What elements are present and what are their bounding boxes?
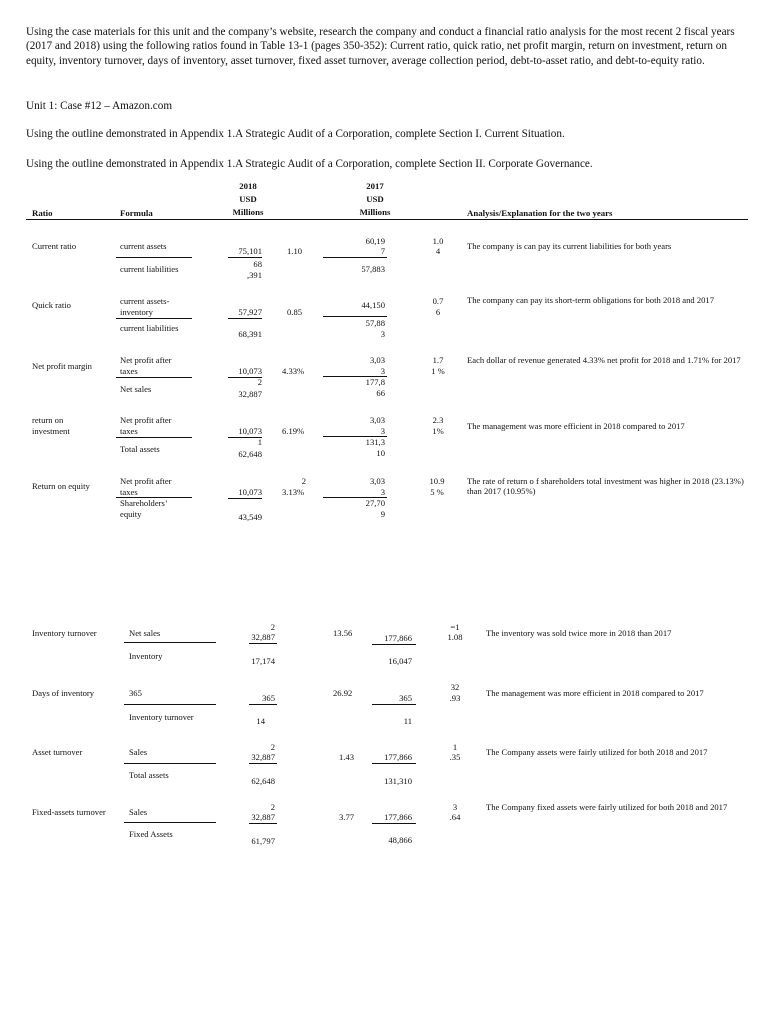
ratio-2017-b: .64 <box>449 812 461 822</box>
ratio-2018: 26.92 <box>333 688 353 698</box>
fraction-rule-2017 <box>323 316 387 317</box>
denominator-2017-b: 9 <box>380 509 385 519</box>
numerator-2017-a: 3,03 <box>369 355 385 365</box>
analysis-text: The company is can pay its current liabilities for both years <box>467 241 672 251</box>
numerator-label: current assets <box>120 241 167 251</box>
analysis-text: The management was more efficient in 2018 compared to 2017 <box>486 688 704 698</box>
numerator-2018: 57,927 <box>238 307 262 317</box>
denominator-2018: 61,797 <box>251 836 275 846</box>
formula-rule <box>124 704 216 705</box>
denominator-2018-b: 32,887 <box>238 389 262 399</box>
ratio-name-b: investment <box>32 426 70 436</box>
ratio-2018: 0.85 <box>287 307 303 317</box>
ratio-2018: 3.77 <box>339 812 355 822</box>
ratio-2017-b: 1 % <box>431 366 445 376</box>
analysis-text: The Company fixed assets were fairly utilized for both 2018 and 2017 <box>486 802 728 812</box>
analysis-text: The company can pay its short-term obligations for both 2018 and 2017 <box>467 295 715 305</box>
numerator-2018-b: 32,887 <box>251 632 275 642</box>
header-2017-currency: USD <box>366 194 384 204</box>
ratio-2017-a: 1.7 <box>432 355 444 365</box>
formula-rule <box>124 822 216 823</box>
denominator-2018: 14 <box>256 716 265 726</box>
fraction-rule-2018 <box>249 823 277 824</box>
denominator-label-a: Shareholders’ <box>120 498 168 508</box>
fraction-rule-2017 <box>372 823 416 824</box>
numerator-2017-a: 60,19 <box>365 236 385 246</box>
ratio-name: Return on equity <box>32 481 90 491</box>
ratio-name: Inventory turnover <box>32 628 97 638</box>
denominator-label: Fixed Assets <box>129 829 173 839</box>
analysis-text: The rate of return o f shareholders total investment was higher in 2018 (23.13%) than 2017 (10.95%) <box>467 476 744 496</box>
intro-paragraph: Using the case materials for this unit and the company’s website, research the company and conduct a financial ratio analysis for the most recent 2 fiscal years (2017 and 2018) using the following ratios found in Table 13-1 (pages 350-352): Current ratio, quick ratio, net profit margin, return on investment, return on equity, inventory turnover, days of inventory, asset turnover, fixed asset turnover, average collection period, debt-to-asset ratio, and debt-to-equity ratio. <box>26 26 735 67</box>
denominator-2017-b: 10 <box>376 448 385 458</box>
formula-rule <box>124 642 216 643</box>
denominator-2017-a: 131,3 <box>365 437 385 447</box>
numerator-label-a: Net profit after <box>120 355 172 365</box>
numerator-label: Sales <box>129 807 148 817</box>
ratio-2017-a: 32 <box>450 682 460 692</box>
denominator-label: Inventory <box>129 651 163 661</box>
header-formula: Formula <box>120 208 153 218</box>
numerator-2018-b: 32,887 <box>251 812 275 822</box>
denominator-2018: 43,549 <box>238 512 262 522</box>
numerator-2017-a: 3,03 <box>369 476 385 486</box>
ratio-2017-a: 1.0 <box>432 236 444 246</box>
denominator-2018: 17,174 <box>251 656 275 666</box>
denominator-2017-a: 177,8 <box>365 377 385 387</box>
denominator-label: Inventory turnover <box>129 712 194 722</box>
numerator-label-b: taxes <box>120 366 138 376</box>
fraction-rule-2017 <box>323 257 387 258</box>
denominator-2018-a: 1 <box>257 437 262 447</box>
ratio-2017-b: 5 % <box>430 487 444 497</box>
numerator-2017-b: 3 <box>380 426 385 436</box>
analysis-text: The management was more efficient in 2018 compared to 2017 <box>467 421 685 431</box>
denominator-label-b: equity <box>120 509 142 519</box>
ratio-name: Net profit margin <box>32 361 92 371</box>
denominator-label: Total assets <box>129 770 169 780</box>
numerator-label-b: inventory <box>120 307 153 317</box>
ratio-2018: 1.10 <box>287 246 303 256</box>
analysis-text: The inventory was sold twice more in 2018 than 2017 <box>486 628 672 638</box>
numerator-label-a: Net profit after <box>120 476 172 486</box>
ratio-2018: 13.56 <box>333 628 353 638</box>
ratio-2017-b: 6 <box>435 307 441 317</box>
denominator-2017-b: 66 <box>376 388 385 398</box>
header-2018-year: 2018 <box>239 181 257 191</box>
numerator-2018: 365 <box>262 693 275 703</box>
formula-rule <box>116 437 192 438</box>
ratio-2017-a: 3 <box>452 802 458 812</box>
fraction-rule-2017 <box>372 763 416 764</box>
denominator-2017-b: 3 <box>380 329 385 339</box>
fraction-rule-2018 <box>228 257 262 258</box>
fraction-rule-2018 <box>249 643 277 644</box>
header-ratio: Ratio <box>32 208 53 218</box>
numerator-2018-a: 2 <box>270 742 275 752</box>
fraction-rule-2018 <box>249 704 277 705</box>
header-2018-currency: USD <box>239 194 257 204</box>
ratio-name: Fixed-assets turnover <box>32 807 106 817</box>
numerator-2017: 177,866 <box>384 812 412 822</box>
denominator-label: Total assets <box>120 444 160 454</box>
ratio-2017-b: 1.08 <box>447 632 463 642</box>
numerator-label-b: taxes <box>120 487 138 497</box>
denominator-label: current liabilities <box>120 323 179 333</box>
ratio-name: Days of inventory <box>32 688 95 698</box>
ratio-2018-a: 2 <box>301 476 306 486</box>
numerator-2017-b: 3 <box>380 366 385 376</box>
numerator-2018: 10,073 <box>238 366 262 376</box>
case-title: Unit 1: Case #12 – Amazon.com <box>26 100 173 112</box>
header-rule <box>26 219 748 220</box>
fraction-rule-2017 <box>372 644 416 645</box>
denominator-2018: 68,391 <box>238 329 262 339</box>
header-2018-unit: Millions <box>232 207 264 217</box>
denominator-2018-a: 2 <box>257 377 262 387</box>
formula-rule <box>124 763 216 764</box>
denominator-2017: 57,883 <box>361 264 385 274</box>
denominator-label: current liabilities <box>120 264 179 274</box>
ratio-2018: 4.33% <box>282 366 305 376</box>
denominator-2017: 11 <box>403 716 412 726</box>
denominator-2018-a: 68 <box>253 259 262 269</box>
denominator-label: Net sales <box>120 384 152 394</box>
ratio-2017-a: =1 <box>450 622 460 632</box>
numerator-label: 365 <box>129 688 142 698</box>
header-2017-year: 2017 <box>366 181 384 191</box>
denominator-2017-a: 57,88 <box>365 318 385 328</box>
header-analysis: Analysis/Explanation for the two years <box>467 208 613 218</box>
denominator-2017: 16,047 <box>388 656 412 666</box>
numerator-2018: 75,101 <box>238 246 262 256</box>
numerator-2018-a: 2 <box>270 622 275 632</box>
numerator-2017: 177,866 <box>384 752 412 762</box>
header-2017-unit: Millions <box>359 207 391 217</box>
ratio-2017-a: 2.3 <box>432 415 444 425</box>
numerator-label-b: taxes <box>120 426 138 436</box>
numerator-2018-a: 2 <box>270 802 275 812</box>
ratio-2017-a: 1 <box>452 742 458 752</box>
analysis-text: The Company assets were fairly utilized for both 2018 and 2017 <box>486 747 708 757</box>
fraction-rule-2017 <box>372 704 416 705</box>
fraction-rule-2018 <box>228 318 262 319</box>
ratio-name-a: return on <box>32 415 64 425</box>
denominator-2018-b: ,391 <box>246 270 262 280</box>
numerator-2017-b: 7 <box>380 246 385 256</box>
ratio-name: Quick ratio <box>32 300 71 310</box>
numerator-2017-b: 3 <box>380 487 385 497</box>
ratio-2018: 1.43 <box>339 752 355 762</box>
numerator-label: Sales <box>129 747 148 757</box>
numerator-2017: 365 <box>399 693 412 703</box>
formula-rule <box>116 257 192 258</box>
numerator-label: Net sales <box>129 628 161 638</box>
ratio-2018-b: 3.13% <box>282 487 305 497</box>
instruction-corporate-governance: Using the outline demonstrated in Appendix 1.A Strategic Audit of a Corporation, complete Section II. Corporate Governance. <box>26 158 593 170</box>
formula-rule <box>116 377 192 378</box>
ratio-2017-b: .35 <box>449 752 461 762</box>
ratio-name: Asset turnover <box>32 747 83 757</box>
denominator-2018-b: 62,648 <box>238 449 262 459</box>
ratio-2017-a: 0.7 <box>432 296 444 306</box>
numerator-2017: 44,150 <box>361 300 385 310</box>
numerator-2018: 10,073 <box>238 487 262 497</box>
ratio-2017-b: 1% <box>432 426 444 436</box>
fraction-rule-2018 <box>228 498 262 499</box>
ratio-name: Current ratio <box>32 241 77 251</box>
instruction-current-situation: Using the outline demonstrated in Appendix 1.A Strategic Audit of a Corporation, complete Section I. Current Situation. <box>26 128 565 140</box>
numerator-2017-a: 3,03 <box>369 415 385 425</box>
fraction-rule-2018 <box>249 763 277 764</box>
denominator-2017-a: 27,70 <box>365 498 385 508</box>
ratio-2017-a: 10.9 <box>429 476 445 486</box>
ratio-2018: 6.19% <box>282 426 305 436</box>
denominator-2017: 131,310 <box>384 776 412 786</box>
formula-rule <box>116 318 192 319</box>
analysis-text: Each dollar of revenue generated 4.33% net profit for 2018 and 1.71% for 2017 <box>467 355 741 365</box>
ratio-2017-b: 4 <box>435 246 441 256</box>
numerator-2018: 10,073 <box>238 426 262 436</box>
ratio-2017-b: .93 <box>449 693 461 703</box>
denominator-2017: 48,866 <box>388 835 412 845</box>
numerator-label-a: Net profit after <box>120 415 172 425</box>
numerator-2018-b: 32,887 <box>251 752 275 762</box>
numerator-label-a: current assets- <box>120 296 170 306</box>
numerator-2017: 177,866 <box>384 633 412 643</box>
denominator-2018: 62,648 <box>251 776 275 786</box>
